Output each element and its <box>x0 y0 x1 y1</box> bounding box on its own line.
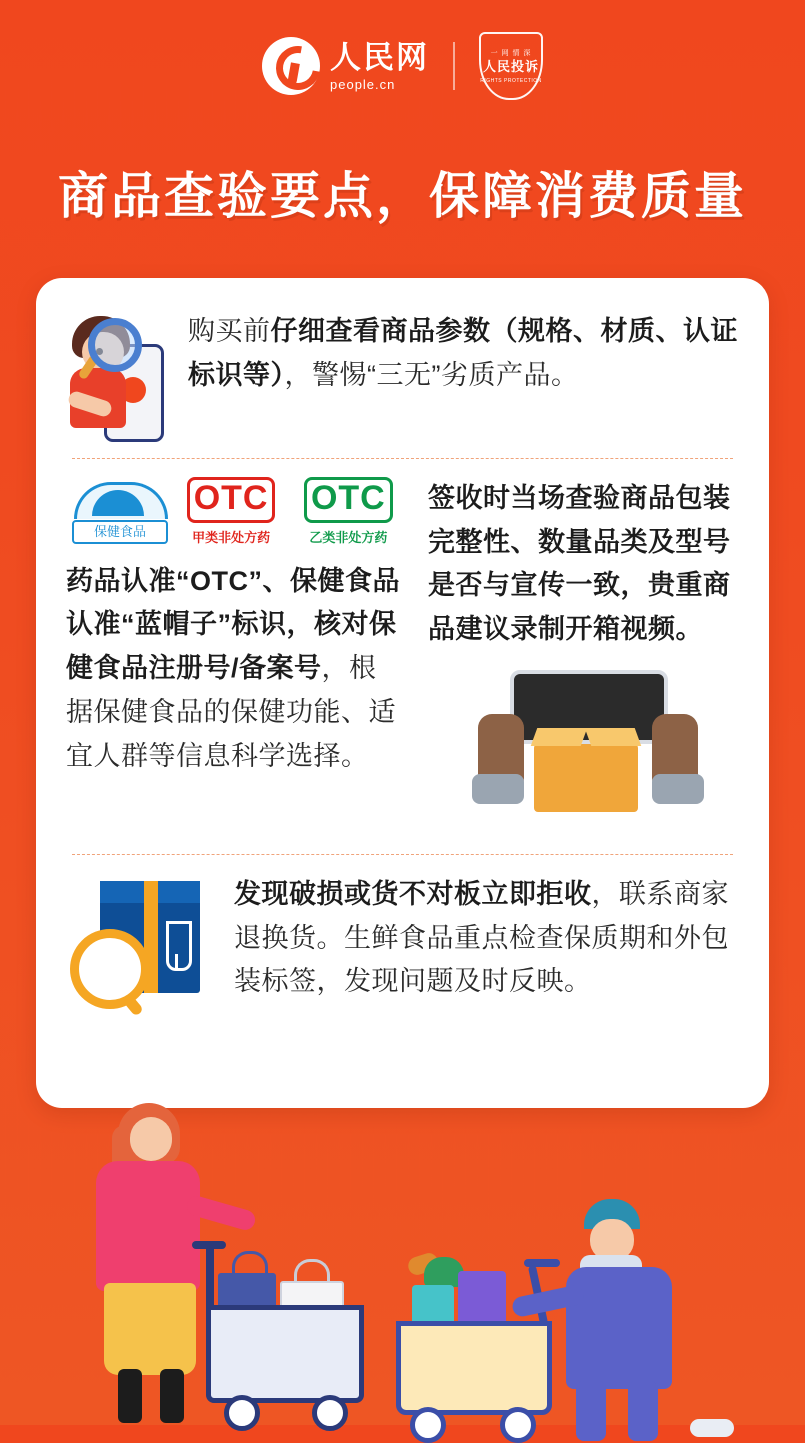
blue-hat-label: 保健食品 <box>72 520 168 544</box>
section-2-left-column <box>66 477 402 778</box>
shield-main-text: 人民投诉 <box>482 59 539 75</box>
rights-protection-shield-icon <box>479 32 543 100</box>
parcel-inspection-magnifier-illustration <box>66 873 216 1023</box>
health-food-blue-hat-badge <box>66 480 167 546</box>
s3-bold-1: 发现破损或货不对板立即拒收 <box>234 878 592 909</box>
s1-text-1: 购买前 <box>188 316 271 346</box>
otc-red-badge <box>177 477 284 546</box>
section-2-right-column <box>428 477 739 836</box>
section-2-left-text <box>66 560 402 779</box>
otc-red-mark: OTC <box>187 477 276 523</box>
section-damage-rejection <box>66 873 739 1023</box>
section-product-parameters <box>66 306 739 440</box>
section-certification-and-inspection <box>66 477 739 836</box>
people-cn-logo-icon <box>262 37 320 95</box>
section-2-right-text <box>428 477 739 652</box>
otc-green-label: 乙类非处方药 <box>309 529 388 545</box>
otc-green-mark: OTC <box>304 477 393 523</box>
hands-filming-parcel-illustration <box>468 666 708 836</box>
page-title: 商品查验要点，保障消费质量 <box>58 168 747 224</box>
logo-title-cn: 人民网 <box>330 39 429 75</box>
s2r-bold-1: 签收时当场查验商品包装完整性、数量品类及型号是否与宣传一致，贵重商品建议录制开箱视频。 <box>428 483 731 645</box>
section-1-text <box>188 310 739 397</box>
shield-top-text: 一 网 情 深 <box>490 50 532 58</box>
divider-2 <box>72 854 733 855</box>
s1-text-2: ，警惕“三无”劣质产品。 <box>284 359 579 390</box>
shoppers-with-carts-illustration <box>0 1095 805 1425</box>
logo-divider <box>453 42 455 90</box>
logo-title-en: people.cn <box>330 76 396 92</box>
section-3-text <box>234 873 739 1004</box>
otc-red-label: 甲类非处方药 <box>192 529 271 545</box>
s2l-text-2: ，根据保健食品的保健功能、适宜人群等信息科学选择。 <box>66 653 396 771</box>
divider-1 <box>72 458 733 459</box>
s1-bold-1: 仔细查看商品参数（规格、材质、认证标识等） <box>188 316 738 390</box>
s2l-bold-1: 药品认准“OTC”、保健食品认准“蓝帽子”标识，核对保健食品注册号/备案号 <box>66 565 400 684</box>
shield-sub-text: RIGHTS PROTECTION <box>480 77 542 84</box>
otc-green-badge <box>295 477 402 546</box>
content-card <box>36 278 769 1108</box>
person-with-magnifier-illustration <box>66 310 174 440</box>
header <box>0 0 805 132</box>
people-cn-logo <box>262 37 429 95</box>
s3-text-2: ，联系商家退换货。生鲜食品重点检查保质期和外包装标签，发现问题及时反映。 <box>234 878 729 997</box>
people-cn-logo-text <box>330 39 429 92</box>
certification-badges <box>66 477 402 546</box>
